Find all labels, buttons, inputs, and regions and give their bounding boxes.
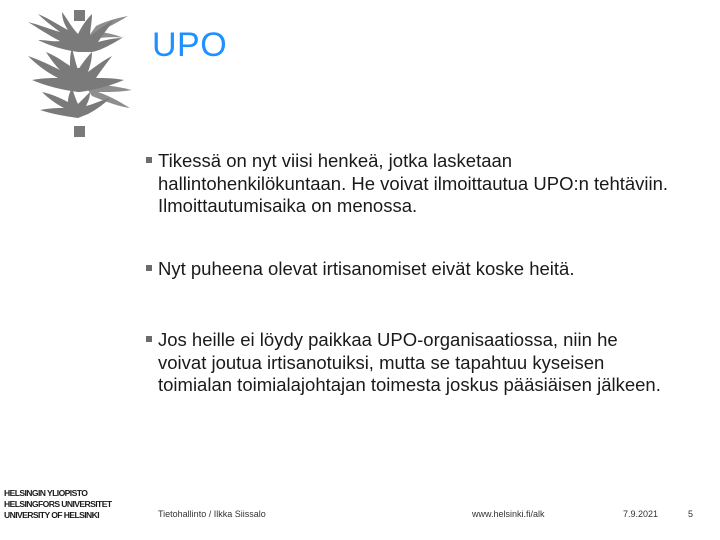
bullet-item [146,150,668,218]
square-bullet-icon [146,336,152,342]
bullet-line: voivat joutua irtisanotuiksi, mutta se tapahtuu kyseisen [158,351,605,373]
slide-title: UPO [152,26,228,64]
university-name-fi: HELSINGIN YLIOPISTO [4,488,88,498]
university-name [4,488,111,521]
bullet-line: hallintohenkilökuntaan. He voivat ilmoittautua UPO:n tehtäviin. [158,172,669,194]
bullet-item [146,258,574,281]
square-bullet-icon [146,157,152,163]
bullet-item [146,329,661,397]
bullet-line: Ilmoittautumisaika on menossa. [158,195,418,216]
university-flame-logo [0,0,160,150]
bullet-line: toimialan toimialajohtajan toimesta joskus pääsiäisen jälkeen. [158,374,661,395]
square-bullet-icon [146,265,152,271]
bullet-line: Jos heille ei löydy paikkaa UPO-organisaatiossa, niin he [158,329,618,350]
footer-author: Tietohallinto / Ilkka Siissalo [158,509,266,519]
university-name-sv: HELSINGFORS UNIVERSITET [4,499,112,509]
bullet-line: Tikessä on nyt viisi henkeä, jotka lasketaan [158,150,513,171]
footer-date: 7.9.2021 [623,509,659,519]
footer-url: www.helsinki.fi/alk [472,509,545,519]
page-number: 5 [688,509,694,519]
university-name-en: UNIVERSITY OF HELSINKI [4,510,100,520]
bullet-line: Nyt puheena olevat irtisanomiset eivät koske heitä. [158,258,575,279]
